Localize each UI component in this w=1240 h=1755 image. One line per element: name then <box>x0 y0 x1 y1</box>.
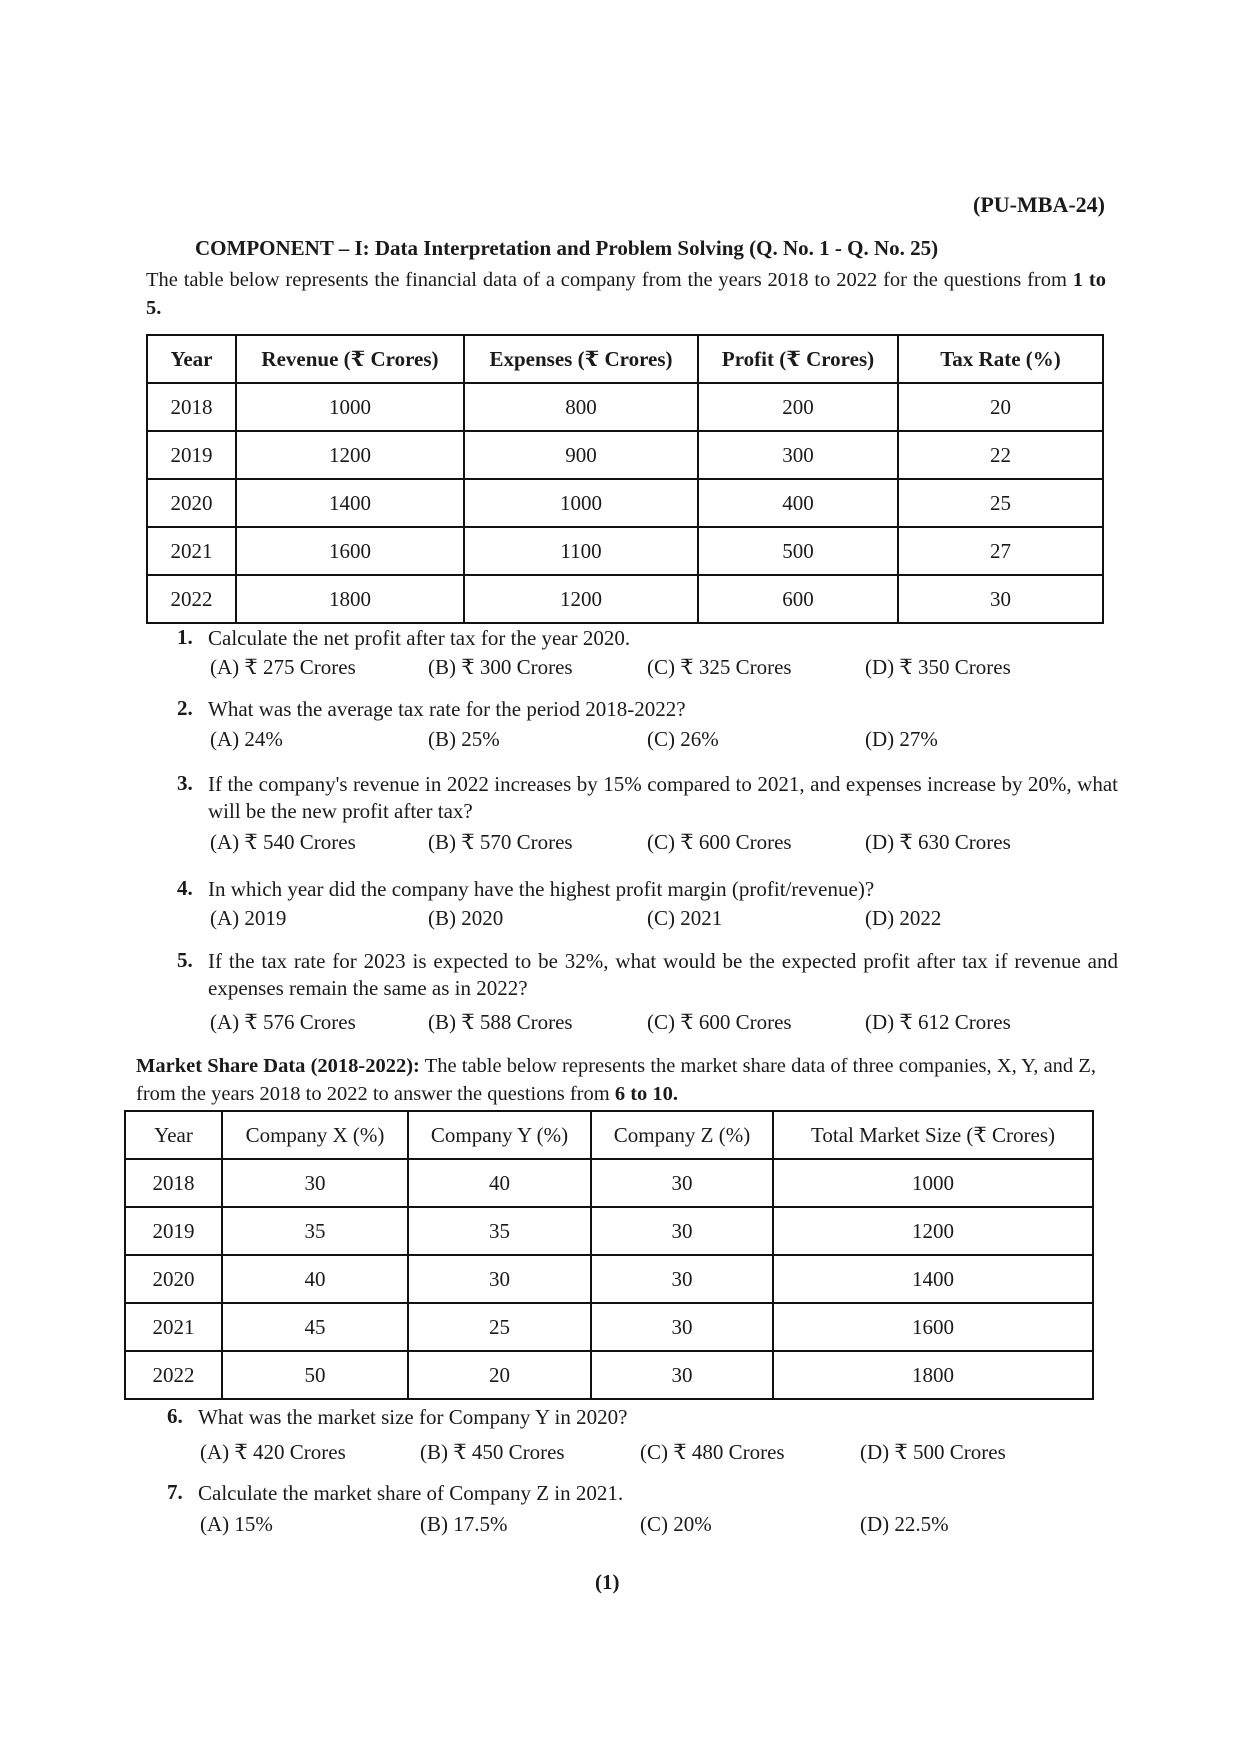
column-header: Company Z (%) <box>591 1111 773 1159</box>
market-share-intro <box>136 1052 1096 1108</box>
option-a: (A) ₹ 275 Crores <box>210 655 356 679</box>
question-number: 2. <box>177 696 193 720</box>
option-d: (D) 27% <box>865 727 938 751</box>
option-b: (B) ₹ 588 Crores <box>428 1010 573 1034</box>
table-cell: 45 <box>222 1303 408 1351</box>
table-row <box>125 1255 1093 1303</box>
option-a: (A) ₹ 420 Crores <box>200 1440 346 1464</box>
question-text: In which year did the company have the highest profit margin (profit/revenue)? <box>208 877 875 901</box>
table-cell: 40 <box>408 1159 591 1207</box>
table-cell: 1100 <box>464 527 698 575</box>
option-d: (D) ₹ 350 Crores <box>865 655 1011 679</box>
table-cell: 1200 <box>773 1207 1093 1255</box>
option-a: (A) ₹ 540 Crores <box>210 830 356 854</box>
table-cell: 1400 <box>773 1255 1093 1303</box>
option-d: (D) 2022 <box>865 906 942 930</box>
option-a: (A) ₹ 576 Crores <box>210 1010 356 1034</box>
intro-text: The table below represents the financial data of a company from the years 2018 to 2022 for the questions from <box>146 269 1073 291</box>
table-cell: 35 <box>222 1207 408 1255</box>
page-number: (1) <box>595 1570 620 1594</box>
table-row <box>125 1207 1093 1255</box>
option-b: (B) ₹ 570 Crores <box>428 830 573 854</box>
market-share-table <box>124 1110 1094 1400</box>
option-d: (D) ₹ 612 Crores <box>865 1010 1011 1034</box>
table-cell: 30 <box>222 1159 408 1207</box>
table-cell: 1800 <box>773 1351 1093 1399</box>
column-header: Year <box>125 1111 222 1159</box>
option-c: (C) 26% <box>647 727 719 751</box>
option-a: (A) 2019 <box>210 906 287 930</box>
table-cell: 27 <box>898 527 1103 575</box>
table-cell: 2022 <box>147 575 236 623</box>
table-cell: 2021 <box>147 527 236 575</box>
intro-range: 1 to 5. <box>146 269 1106 319</box>
question-text: What was the market size for Company Y in 2020? <box>198 1405 628 1429</box>
table-cell: 1400 <box>236 479 464 527</box>
option-a: (A) 24% <box>210 727 283 751</box>
column-header: Expenses (₹ Crores) <box>464 335 698 383</box>
table-cell: 50 <box>222 1351 408 1399</box>
column-header: Year <box>147 335 236 383</box>
table-row <box>125 1303 1093 1351</box>
table-cell: 600 <box>698 575 898 623</box>
table-cell: 800 <box>464 383 698 431</box>
table-cell: 2020 <box>125 1255 222 1303</box>
column-header: Company X (%) <box>222 1111 408 1159</box>
table-cell: 500 <box>698 527 898 575</box>
table-cell: 400 <box>698 479 898 527</box>
table-row <box>147 431 1103 479</box>
column-header: Profit (₹ Crores) <box>698 335 898 383</box>
table-cell: 20 <box>408 1351 591 1399</box>
table-cell: 2018 <box>125 1159 222 1207</box>
column-header: Revenue (₹ Crores) <box>236 335 464 383</box>
table-cell: 30 <box>408 1255 591 1303</box>
question-number: 5. <box>177 948 193 972</box>
table-row <box>147 527 1103 575</box>
table-cell: 30 <box>591 1159 773 1207</box>
question-number: 7. <box>167 1480 183 1504</box>
table-cell: 1600 <box>773 1303 1093 1351</box>
table-cell: 30 <box>898 575 1103 623</box>
option-c: (C) ₹ 600 Crores <box>647 830 792 854</box>
table-cell: 22 <box>898 431 1103 479</box>
table-header-row <box>125 1111 1093 1159</box>
option-c: (C) ₹ 600 Crores <box>647 1010 792 1034</box>
table-cell: 1600 <box>236 527 464 575</box>
table-cell: 40 <box>222 1255 408 1303</box>
section-intro <box>146 266 1106 322</box>
option-c: (C) 2021 <box>647 906 723 930</box>
market-share-text: The table below represents the market share data of three companies, X, Y, and Z, from the years 2018 to 2022 to answer the questions from <box>136 1055 1097 1105</box>
question-number: 6. <box>167 1404 183 1428</box>
table-cell: 2022 <box>125 1351 222 1399</box>
column-header: Company Y (%) <box>408 1111 591 1159</box>
financial-data-table <box>146 334 1104 624</box>
table-cell: 1200 <box>464 575 698 623</box>
table-row <box>125 1351 1093 1399</box>
table-cell: 35 <box>408 1207 591 1255</box>
table-cell: 30 <box>591 1303 773 1351</box>
question-text: If the tax rate for 2023 is expected to be 32%, what would be the expected profit after tax if revenue and expenses remain the same as in 2022? <box>208 949 1118 1000</box>
table-cell: 1000 <box>464 479 698 527</box>
table-cell: 25 <box>408 1303 591 1351</box>
option-c: (C) ₹ 480 Crores <box>640 1440 785 1464</box>
option-c: (C) 20% <box>640 1512 712 1536</box>
option-a: (A) 15% <box>200 1512 273 1536</box>
table-cell: 30 <box>591 1207 773 1255</box>
option-b: (B) 25% <box>428 727 500 751</box>
question-text: Calculate the net profit after tax for the year 2020. <box>208 626 631 650</box>
option-b: (B) ₹ 450 Crores <box>420 1440 565 1464</box>
table-cell: 25 <box>898 479 1103 527</box>
option-d: (D) 22.5% <box>860 1512 949 1536</box>
question-number: 3. <box>177 771 193 795</box>
option-d: (D) ₹ 630 Crores <box>865 830 1011 854</box>
table-row <box>147 383 1103 431</box>
table-row <box>147 575 1103 623</box>
paper-code: (PU-MBA-24) <box>973 192 1105 217</box>
table-cell: 2020 <box>147 479 236 527</box>
table-cell: 2019 <box>147 431 236 479</box>
question-number: 1. <box>177 625 193 649</box>
option-b: (B) 17.5% <box>420 1512 508 1536</box>
table-cell: 20 <box>898 383 1103 431</box>
question-text: If the company's revenue in 2022 increases by 15% compared to 2021, and expenses increase by 20%, what will be the new profit after tax? <box>208 772 1118 823</box>
question-text: What was the average tax rate for the period 2018-2022? <box>208 697 686 721</box>
table-cell: 2019 <box>125 1207 222 1255</box>
option-b: (B) ₹ 300 Crores <box>428 655 573 679</box>
option-d: (D) ₹ 500 Crores <box>860 1440 1006 1464</box>
market-share-range: 6 to 10. <box>614 1083 679 1105</box>
table-header-row <box>147 335 1103 383</box>
column-header: Tax Rate (%) <box>898 335 1103 383</box>
table-cell: 30 <box>591 1351 773 1399</box>
market-share-title: Market Share Data (2018-2022): <box>136 1055 420 1077</box>
table-row <box>147 479 1103 527</box>
table-cell: 2018 <box>147 383 236 431</box>
table-cell: 200 <box>698 383 898 431</box>
question-number: 4. <box>177 876 193 900</box>
section-heading: COMPONENT – I: Data Interpretation and Problem Solving (Q. No. 1 - Q. No. 25) <box>195 236 939 260</box>
table-row <box>125 1159 1093 1207</box>
column-header: Total Market Size (₹ Crores) <box>773 1111 1093 1159</box>
table-cell: 30 <box>591 1255 773 1303</box>
question-text: Calculate the market share of Company Z in 2021. <box>198 1481 624 1505</box>
option-b: (B) 2020 <box>428 906 504 930</box>
table-cell: 900 <box>464 431 698 479</box>
table-cell: 1000 <box>773 1159 1093 1207</box>
table-cell: 1800 <box>236 575 464 623</box>
table-cell: 300 <box>698 431 898 479</box>
table-cell: 2021 <box>125 1303 222 1351</box>
option-c: (C) ₹ 325 Crores <box>647 655 792 679</box>
table-cell: 1200 <box>236 431 464 479</box>
table-cell: 1000 <box>236 383 464 431</box>
